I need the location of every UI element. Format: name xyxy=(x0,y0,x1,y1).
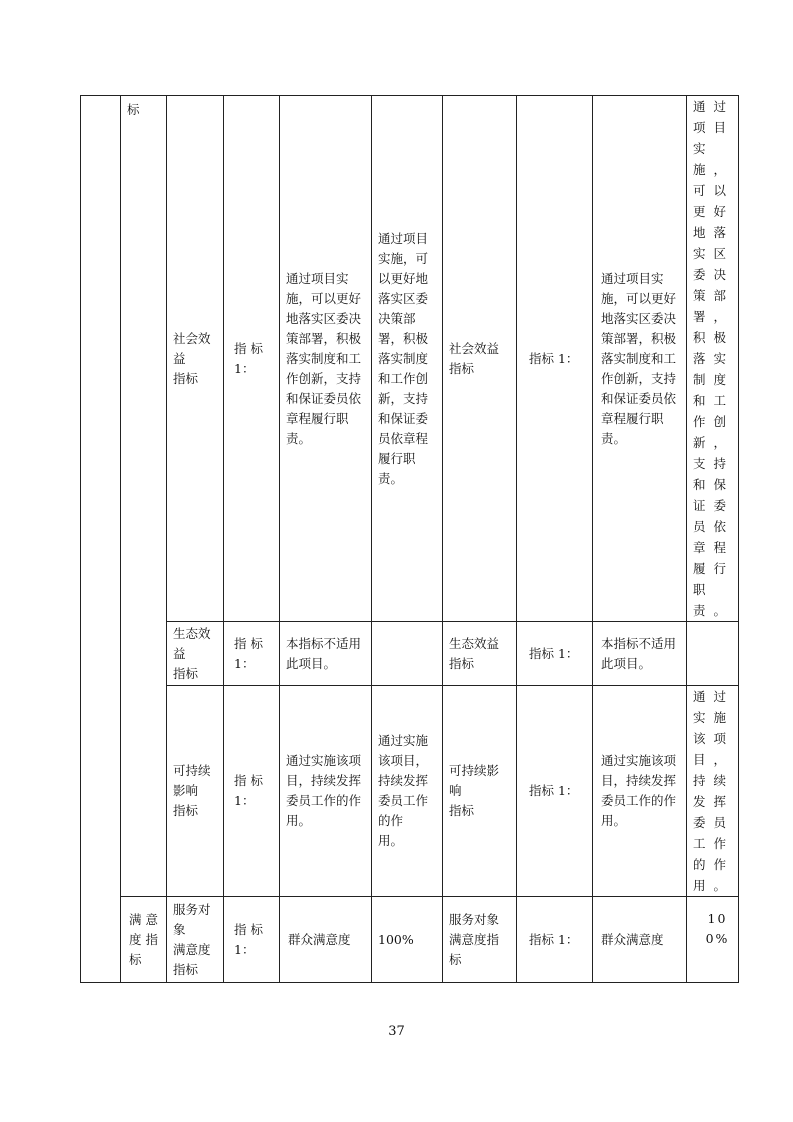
table-cell xyxy=(593,622,687,686)
table-cell xyxy=(224,96,280,622)
table-cell xyxy=(121,897,167,983)
table-cell xyxy=(167,897,224,983)
table-cell-text: 指标 1： xyxy=(529,645,579,661)
table-cell-text: 服务对象 满意度指标 xyxy=(449,911,500,967)
table-cell xyxy=(224,686,280,897)
table-cell-text: 指 标 1： xyxy=(234,340,263,376)
table-cell-text: 社会效益 指标 xyxy=(173,330,211,386)
table-cell xyxy=(517,686,593,897)
table-cell-text: 生态效益 指标 xyxy=(449,635,500,671)
table-cell-text: 100% xyxy=(378,931,414,947)
table-cell-text: 服务对象 满意度 指标 xyxy=(173,901,211,977)
table-cell xyxy=(167,622,224,686)
table-cell-text: 通过实施该项目，持续发挥委员工作的作 用。 xyxy=(378,733,429,848)
table-cell xyxy=(372,897,443,983)
table-cell-text: 通过项目实施，可以更好地落实区委决策部署，积极落实制度和工作创新，支持和保证委员依章程履行职责。 xyxy=(378,230,429,486)
table-cell xyxy=(224,622,280,686)
table-cell-text: 群众满意度 xyxy=(601,931,664,947)
table-cell-text: 本指标不适用此项目。 xyxy=(601,635,677,671)
table-cell xyxy=(167,96,224,622)
table-cell xyxy=(280,686,372,897)
table-row xyxy=(81,897,739,983)
table-cell xyxy=(372,96,443,622)
table-cell-text: 本指标不适用此项目。 xyxy=(286,635,362,671)
table-cell xyxy=(372,686,443,897)
table-cell-text: 通过实施该项目，持续发挥委员工作的作 用。 xyxy=(601,753,677,828)
table-cell-text: 通过项目实施，可以更好地落实区委决策部署，积极落实制度和工作创新，支持和保证委员依章程履行职责。 xyxy=(693,99,735,618)
table-cell-text: 通过项目实施，可以更好地落实区委决策部署，积极落实制度和工作创新，支持和保证委员依章程履行职责。 xyxy=(286,270,362,446)
table-cell xyxy=(443,622,517,686)
table-cell-text: 可持续影响 指标 xyxy=(449,763,500,818)
table-cell-text: 100% xyxy=(705,911,730,946)
table-cell-text: 可持续 影响 指标 xyxy=(173,763,211,818)
table-cell xyxy=(280,96,372,622)
table-cell xyxy=(372,622,443,686)
table-cell-text: 指 标 1： xyxy=(234,921,263,957)
table-cell-text: 指标 1： xyxy=(529,350,579,366)
table-cell-text: 生态效益 指标 xyxy=(173,625,211,681)
table-cell xyxy=(443,96,517,622)
table-cell-text: 满意度指标 xyxy=(129,911,163,967)
table-cell-text: 群众满意度 xyxy=(288,931,351,947)
table-cell-text: 通过项目实施，可以更好地落实区委决策部署，积极落实制度和工作创新，支持和保证委员依章程履行职责。 xyxy=(601,270,677,446)
table-cell xyxy=(687,686,739,897)
table-cell-text: 指 标 1： xyxy=(234,635,263,671)
table-cell-text: 指 标 1： xyxy=(234,773,263,808)
table-cell xyxy=(687,96,739,622)
table-row xyxy=(81,686,739,897)
table-row xyxy=(81,622,739,686)
performance-indicator-table xyxy=(80,95,739,983)
table-cell xyxy=(593,96,687,622)
table-cell-text: 社会效益 指标 xyxy=(449,340,500,376)
second-level-indicator-cell xyxy=(121,96,167,897)
table-cell-text: 通过实施该项目，持续发挥委员工作的作用。 xyxy=(693,689,735,893)
table-cell xyxy=(517,897,593,983)
table-cell-text: 标 xyxy=(127,102,140,117)
table-cell-text: 指标 1： xyxy=(529,931,579,947)
table-cell xyxy=(517,622,593,686)
table-cell xyxy=(280,622,372,686)
page-number: 37 xyxy=(388,1024,405,1039)
table-cell xyxy=(167,686,224,897)
table-cell xyxy=(593,686,687,897)
table-cell xyxy=(224,897,280,983)
table-cell xyxy=(593,897,687,983)
table-cell-text: 通过实施该项目，持续发挥委员工作的作 用。 xyxy=(286,753,362,828)
table-cell xyxy=(280,897,372,983)
table-cell xyxy=(687,897,739,983)
table-cell xyxy=(443,686,517,897)
table-cell xyxy=(517,96,593,622)
first-level-indicator-cell xyxy=(81,96,121,983)
table-cell xyxy=(687,622,739,686)
table-cell xyxy=(443,897,517,983)
table-cell-text: 指标 1： xyxy=(529,783,579,798)
table-row xyxy=(81,96,739,622)
